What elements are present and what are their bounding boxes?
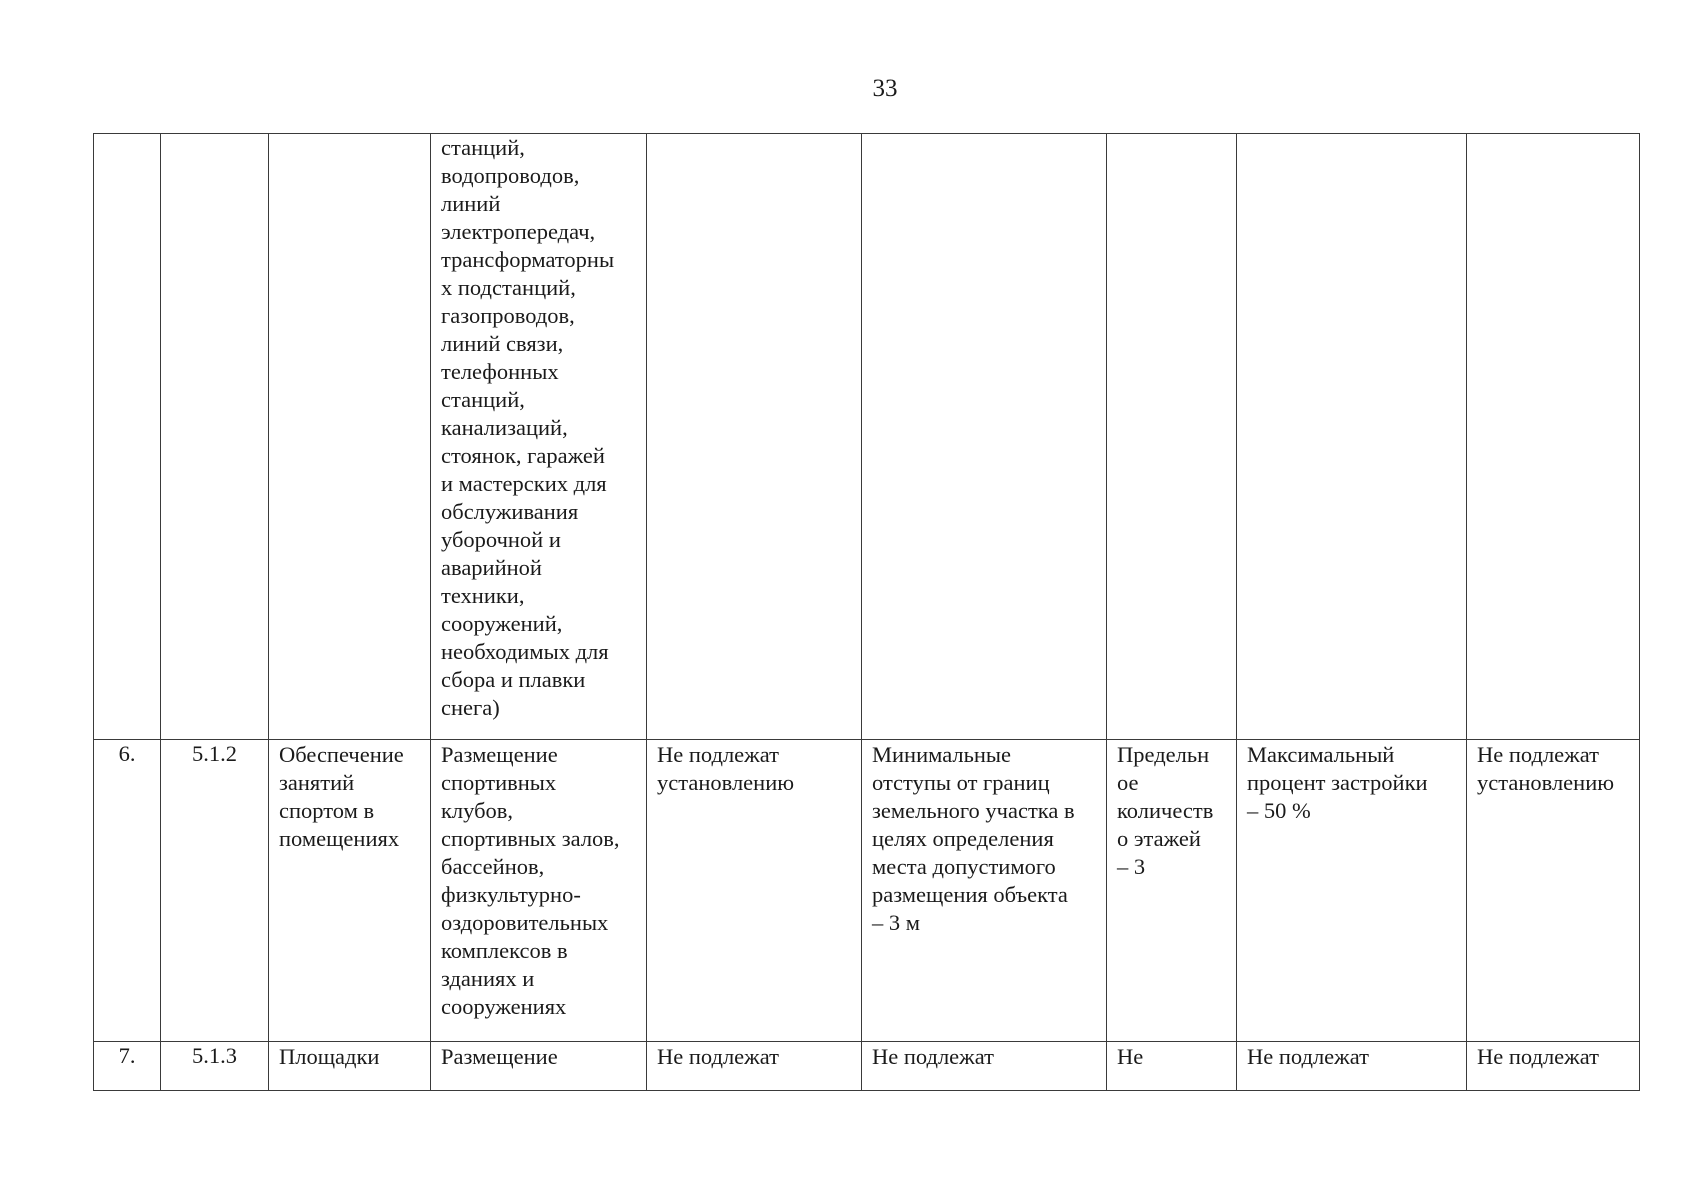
use-code-cell: 5.1.2 [161, 740, 269, 1042]
page-number: 33 [872, 75, 898, 102]
coverage-cell [1237, 134, 1467, 740]
floors-cell [1107, 134, 1237, 740]
plot-size-cell: Не подлежат [647, 1042, 862, 1091]
use-description-cell: станций, водопроводов, линий электропередач, трансформаторны х подстанций, газопроводов, линий связи, телефонных станций, канализаций, стоянок, гаражей и мастерских для обслуживания уборочной и аварийной техники, сооружений, необходимых для сбора и плавки снега) [431, 134, 647, 740]
table-row [94, 1042, 1640, 1091]
floors-cell: Не [1107, 1042, 1237, 1091]
coverage-cell: Максимальный процент застройки – 50 % [1237, 740, 1467, 1042]
table-row [94, 134, 1640, 740]
other-params-cell [1467, 134, 1640, 740]
row-number-cell: 7. [94, 1042, 161, 1091]
row-number-cell [94, 134, 161, 740]
regulations-table [93, 133, 1640, 1091]
use-code-cell [161, 134, 269, 740]
row-number-cell: 6. [94, 740, 161, 1042]
floors-cell: Предельн ое количеств о этажей – 3 [1107, 740, 1237, 1042]
other-params-cell: Не подлежат установлению [1467, 740, 1640, 1042]
use-description-cell: Размещение спортивных клубов, спортивных залов, бассейнов, физкультурно- оздоровительных комплексов в зданиях и сооружениях [431, 740, 647, 1042]
use-code-cell: 5.1.3 [161, 1042, 269, 1091]
setback-cell: Минимальные отступы от границ земельного участка в целях определения места допустимого размещения объекта – 3 м [862, 740, 1107, 1042]
other-params-cell: Не подлежат [1467, 1042, 1640, 1091]
plot-size-cell: Не подлежат установлению [647, 740, 862, 1042]
use-name-cell [269, 134, 431, 740]
setback-cell [862, 134, 1107, 740]
setback-cell: Не подлежат [862, 1042, 1107, 1091]
use-name-cell: Площадки [269, 1042, 431, 1091]
use-description-cell: Размещение [431, 1042, 647, 1091]
plot-size-cell [647, 134, 862, 740]
use-name-cell: Обеспечение занятий спортом в помещениях [269, 740, 431, 1042]
table-row [94, 740, 1640, 1042]
coverage-cell: Не подлежат [1237, 1042, 1467, 1091]
